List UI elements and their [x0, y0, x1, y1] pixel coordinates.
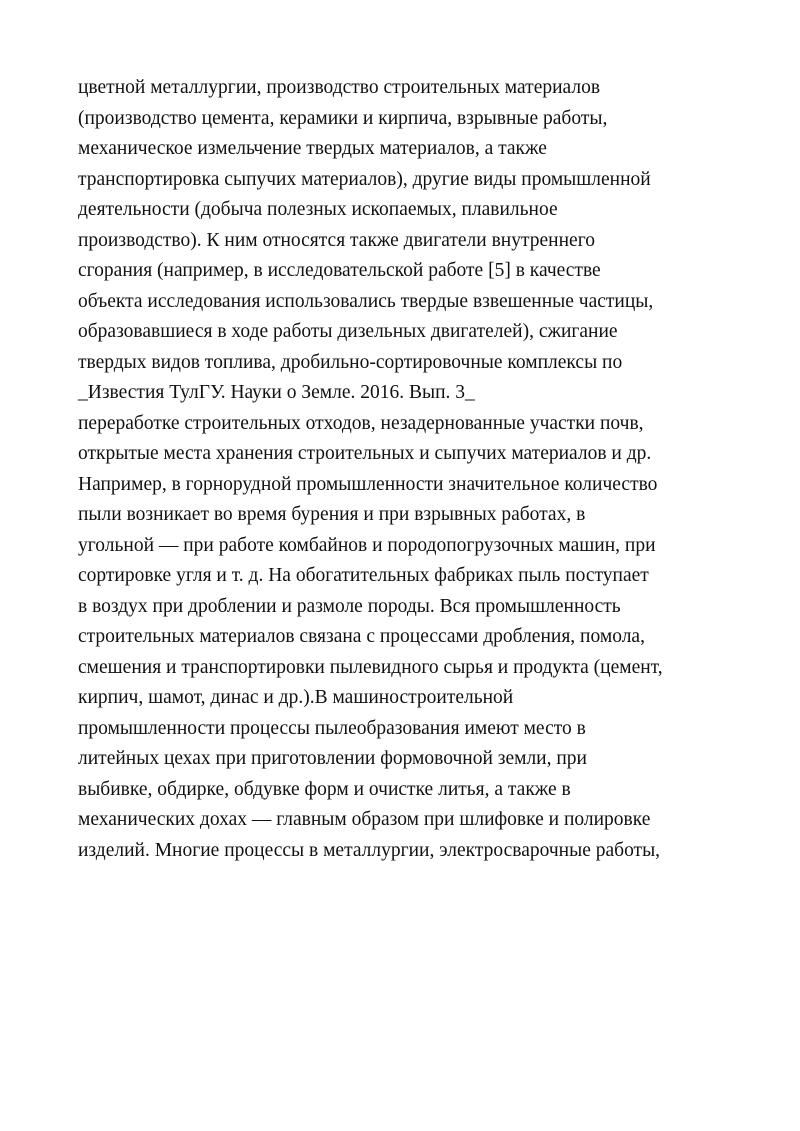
text-line: цветной металлургии, производство строительных материалов: [78, 77, 601, 98]
text-line: литейных цехах при приготовлении формовочной земли, при: [78, 748, 587, 769]
text-line: строительных материалов связана с процессами дробления, помола,: [78, 626, 645, 647]
text-line: _Известия ТулГУ. Науки о Земле. 2016. Вып. 3_: [78, 382, 475, 403]
text-line: механических дохах — главным образом при шлифовке и полировке: [78, 809, 651, 830]
text-line: твердых видов топлива, дробильно-сортировочные комплексы по: [78, 351, 623, 373]
text-line: объекта исследования использовались твердые взвешенные частицы,: [78, 290, 654, 312]
text-line: производство). К ним относятся также двигатели внутреннего: [78, 229, 595, 251]
text-line: переработке строительных отходов, незадернованные участки почв,: [78, 412, 644, 434]
text-line: механическое измельчение твердых материалов, а также: [78, 138, 547, 159]
text-line: промышленности процессы пылеобразования имеют место в: [78, 717, 586, 739]
text-line: Например, в горнорудной промышленности значительное количество: [78, 473, 658, 495]
text-line: открытые места хранения строительных и сыпучих материалов и др.: [78, 443, 652, 464]
text-line: кирпич, шамот, динас и др.).В машиностроительной: [78, 687, 514, 708]
text-line: выбивке, обдирке, обдувке форм и очистке литья, а также в: [78, 778, 571, 800]
text-line: пыли возникает во время бурения и при взрывных работах, в: [78, 504, 586, 525]
text-line: угольной — при работе комбайнов и породопогрузочных машин, при: [78, 534, 656, 556]
text-line: сгорания (например, в исследовательской работе [5] в качестве: [78, 260, 601, 281]
text-line: образовавшиеся в ходе работы дизельных двигателей), сжигание: [78, 321, 618, 342]
text-line: деятельности (добыча полезных ископаемых, плавильное: [78, 199, 558, 220]
text-line: (производство цемента, керамики и кирпича, взрывные работы,: [78, 107, 608, 129]
text-line: сортировке угля и т. д. На обогатительных фабриках пыль поступает: [78, 565, 649, 586]
text-line: транспортировка сыпучих материалов), другие виды промышленной: [78, 168, 651, 190]
body-text: [78, 73, 738, 866]
text-line: в воздух при дроблении и размоле породы. Вся промышленность: [78, 595, 621, 617]
text-line: изделий. Многие процессы в металлургии, электросварочные работы,: [78, 839, 661, 861]
text-line: смешения и транспортировки пылевидного сырья и продукта (цемент,: [78, 656, 663, 678]
